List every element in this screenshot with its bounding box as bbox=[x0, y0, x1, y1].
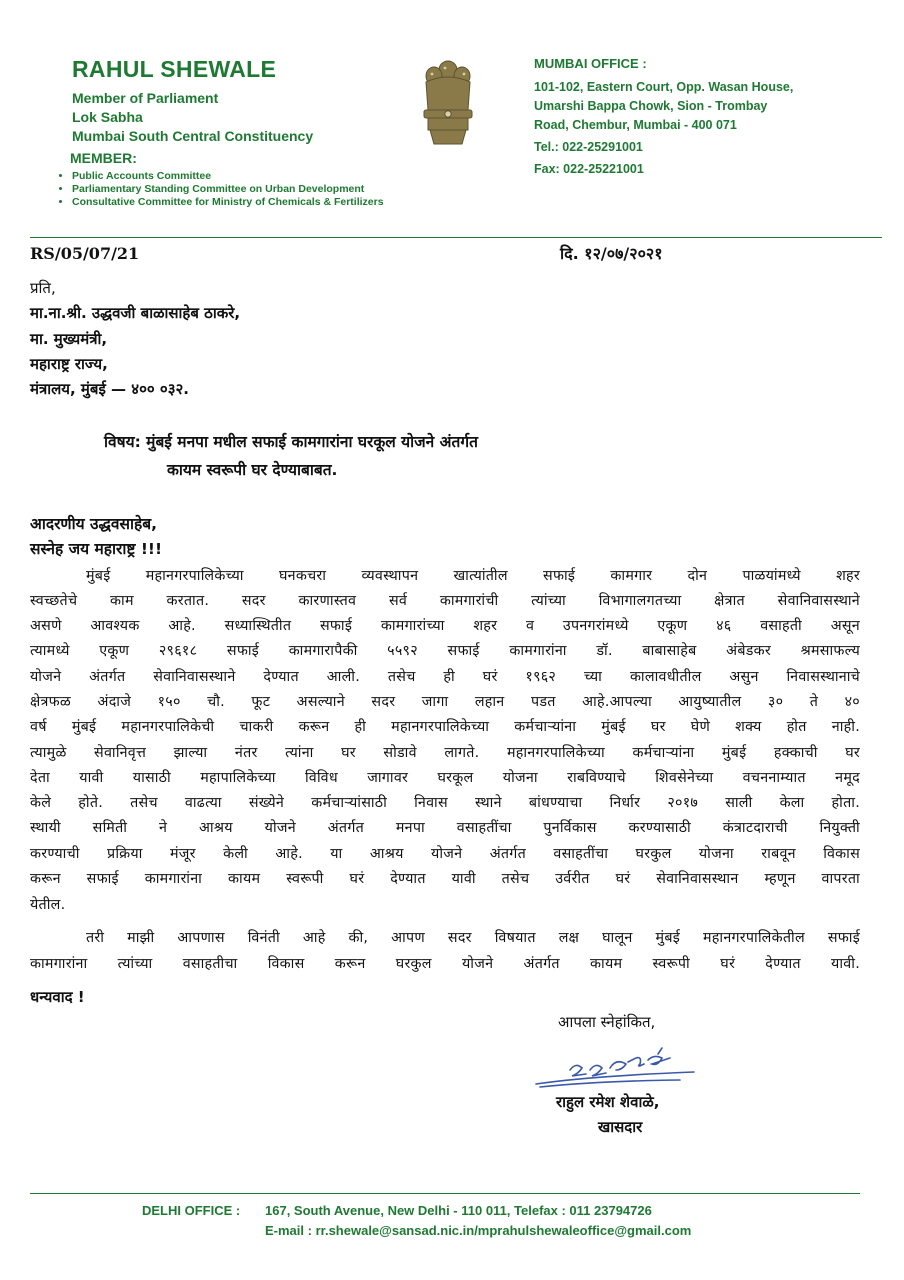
national-emblem-icon bbox=[412, 52, 484, 156]
committee-item: • Consultative Committee for Ministry of Chemicals & Fertilizers bbox=[72, 196, 384, 209]
recipient-line: मंत्रालय, मुंबई — ४०० ०३२. bbox=[30, 380, 189, 398]
role-line: Mumbai South Central Constituency bbox=[72, 128, 314, 144]
member-label: MEMBER: bbox=[70, 150, 137, 166]
body-line: योजने अंतर्गत सेवानिवासस्थाने देण्यात आली. तसेच ही घरं १९६२ च्या कालावधीतील असुन निवासस्थानाचे bbox=[30, 669, 860, 685]
body-line: येतील. bbox=[30, 897, 66, 913]
header-divider bbox=[30, 237, 882, 238]
office-tel: Tel.: 022-25291001 bbox=[534, 140, 643, 154]
role-line: Lok Sabha bbox=[72, 109, 143, 125]
salutation: आदरणीय उद्धवसाहेब, bbox=[30, 515, 157, 533]
office-title: MUMBAI OFFICE : bbox=[534, 56, 647, 71]
footer-divider bbox=[30, 1193, 860, 1194]
letter-date: दि. १२/०७/२०२१ bbox=[560, 244, 663, 263]
reference-number: RS/05/07/21 bbox=[30, 244, 140, 263]
body-line: केले होते. तसेच वाढत्या संख्येने कर्मचाऱ्यांसाठी निवास स्थाने बांधण्याचा निर्धार २०१७ साली केला होता. bbox=[30, 795, 860, 811]
committee-item: • Parliamentary Standing Committee on Urban Development bbox=[72, 183, 384, 196]
office-address-line: Umarshi Bappa Chowk, Sion - Trombay bbox=[534, 99, 768, 113]
office-fax: Fax: 022-25221001 bbox=[534, 162, 644, 176]
greeting: सस्नेह जय महाराष्ट्र !!! bbox=[30, 540, 163, 558]
body-line: त्यामुळे सेवानिवृत्त झाल्या नंतर त्यांना घर सोडावे लागते. महानगरपालिकेच्या कर्मचाऱ्यांना मुंबई हक्काची घर bbox=[30, 745, 860, 761]
office-address-line: 101-102, Eastern Court, Opp. Wasan House, bbox=[534, 80, 794, 94]
body-line: वर्ष मुंबई महानगरपालिकेची चाकरी करून ही महानगरपालिकेच्या कर्मचाऱ्यांना मुंबई घर घेणे शक्य होत नाही. bbox=[30, 719, 860, 735]
delhi-office-address: 167, South Avenue, New Delhi - 110 011, Telefax : 011 23794726 bbox=[265, 1203, 652, 1218]
body-line: असणे आवश्यक आहे. सध्यास्थितीत सफाई कामगारांच्या शहर व उपनगरांमध्ये एकूण ४६ वसाहती असून bbox=[30, 618, 860, 634]
signatory-title: खासदार bbox=[598, 1118, 643, 1136]
role-line: Member of Parliament bbox=[72, 90, 219, 106]
recipient-line: मा. मुख्यमंत्री, bbox=[30, 330, 108, 348]
body-line: स्थायी समिती ने आश्रय योजने अंतर्गत मनपा वसाहतींचा पुनर्विकास करण्यासाठी कंत्राटदाराची नियुक्ती bbox=[30, 820, 860, 836]
recipient-line: महाराष्ट्र राज्य, bbox=[30, 355, 108, 373]
signature-icon bbox=[530, 1040, 700, 1096]
body-line: क्षेत्रफळ अंदाजे १५० चौ. फूट असल्याने सदर जागा लहान पडत आहे.आपल्या आयुष्यातील ३० ते ४० bbox=[30, 694, 860, 710]
body-line: तरी माझी आपणास विनंती आहे की, आपण सदर विषयात लक्ष घालून मुंबई महानगरपालिकेतील सफाई bbox=[86, 930, 860, 946]
subject-line: कायम स्वरूपी घर देण्याबाबत. bbox=[167, 461, 338, 479]
committee-item: • Public Accounts Committee bbox=[72, 170, 384, 183]
office-address-line: Road, Chembur, Mumbai - 400 071 bbox=[534, 118, 737, 132]
recipient-line: मा.ना.श्री. उद्धवजी बाळासाहेब ठाकरे, bbox=[30, 304, 241, 322]
body-line: करण्याची प्रक्रिया मंजूर केली आहे. या आश्रय योजने अंतर्गत वसाहतींचा घरकुल योजना राबवून विकास bbox=[30, 846, 860, 862]
signatory-name: राहुल रमेश शेवाळे, bbox=[556, 1093, 660, 1111]
closing-line: आपला स्नेहांकित, bbox=[558, 1013, 656, 1031]
mp-name: RAHUL SHEWALE bbox=[72, 56, 277, 82]
body-line: त्यामध्ये एकूण २९६१८ सफाई कामगारापैकी ५५९२ सफाई कामगारांना डॉ. बाबासाहेब अंबेडकर श्रमसाफल्य bbox=[30, 643, 860, 659]
body-line: करून सफाई कामगारांना कायम स्वरूपी घरं देण्यात यावी तसेच उर्वरीत घरं सेवानिवासस्थान म्हणून वापरता bbox=[30, 871, 860, 887]
subject-line: विषय: मुंबई मनपा मधील सफाई कामगारांना घरकूल योजने अंतर्गत bbox=[104, 433, 478, 451]
body-line: स्वच्छतेचे काम करतात. सदर कारणास्तव सर्व कामगारांची त्यांच्या विभागालगतच्या क्षेत्रात सेवानिवासस्थाने bbox=[30, 593, 860, 609]
footer-email: E-mail : rr.shewale@sansad.nic.in/mprahulshewaleoffice@gmail.com bbox=[265, 1223, 692, 1238]
committee-list bbox=[56, 170, 384, 209]
to-label: प्रति, bbox=[30, 279, 56, 297]
body-line: मुंबई महानगरपालिकेच्या घनकचरा व्यवस्थापन खात्यांतील सफाई कामगार दोन पाळयांमध्ये शहर bbox=[86, 568, 860, 584]
body-line: देता यावी यासाठी महापालिकेच्या विविध जागावर घरकूल योजना राबविण्याचे शिवसेनेच्या वचननाम्यात नमूद bbox=[30, 770, 860, 786]
thanks-line: धन्यवाद ! bbox=[30, 988, 85, 1006]
body-line: कामगारांना त्यांच्या वसाहतीचा विकास करून घरकुल योजने अंतर्गत कायम स्वरूपी घरं देण्यात यावी. bbox=[30, 956, 860, 972]
delhi-office-label: DELHI OFFICE : bbox=[142, 1203, 241, 1218]
